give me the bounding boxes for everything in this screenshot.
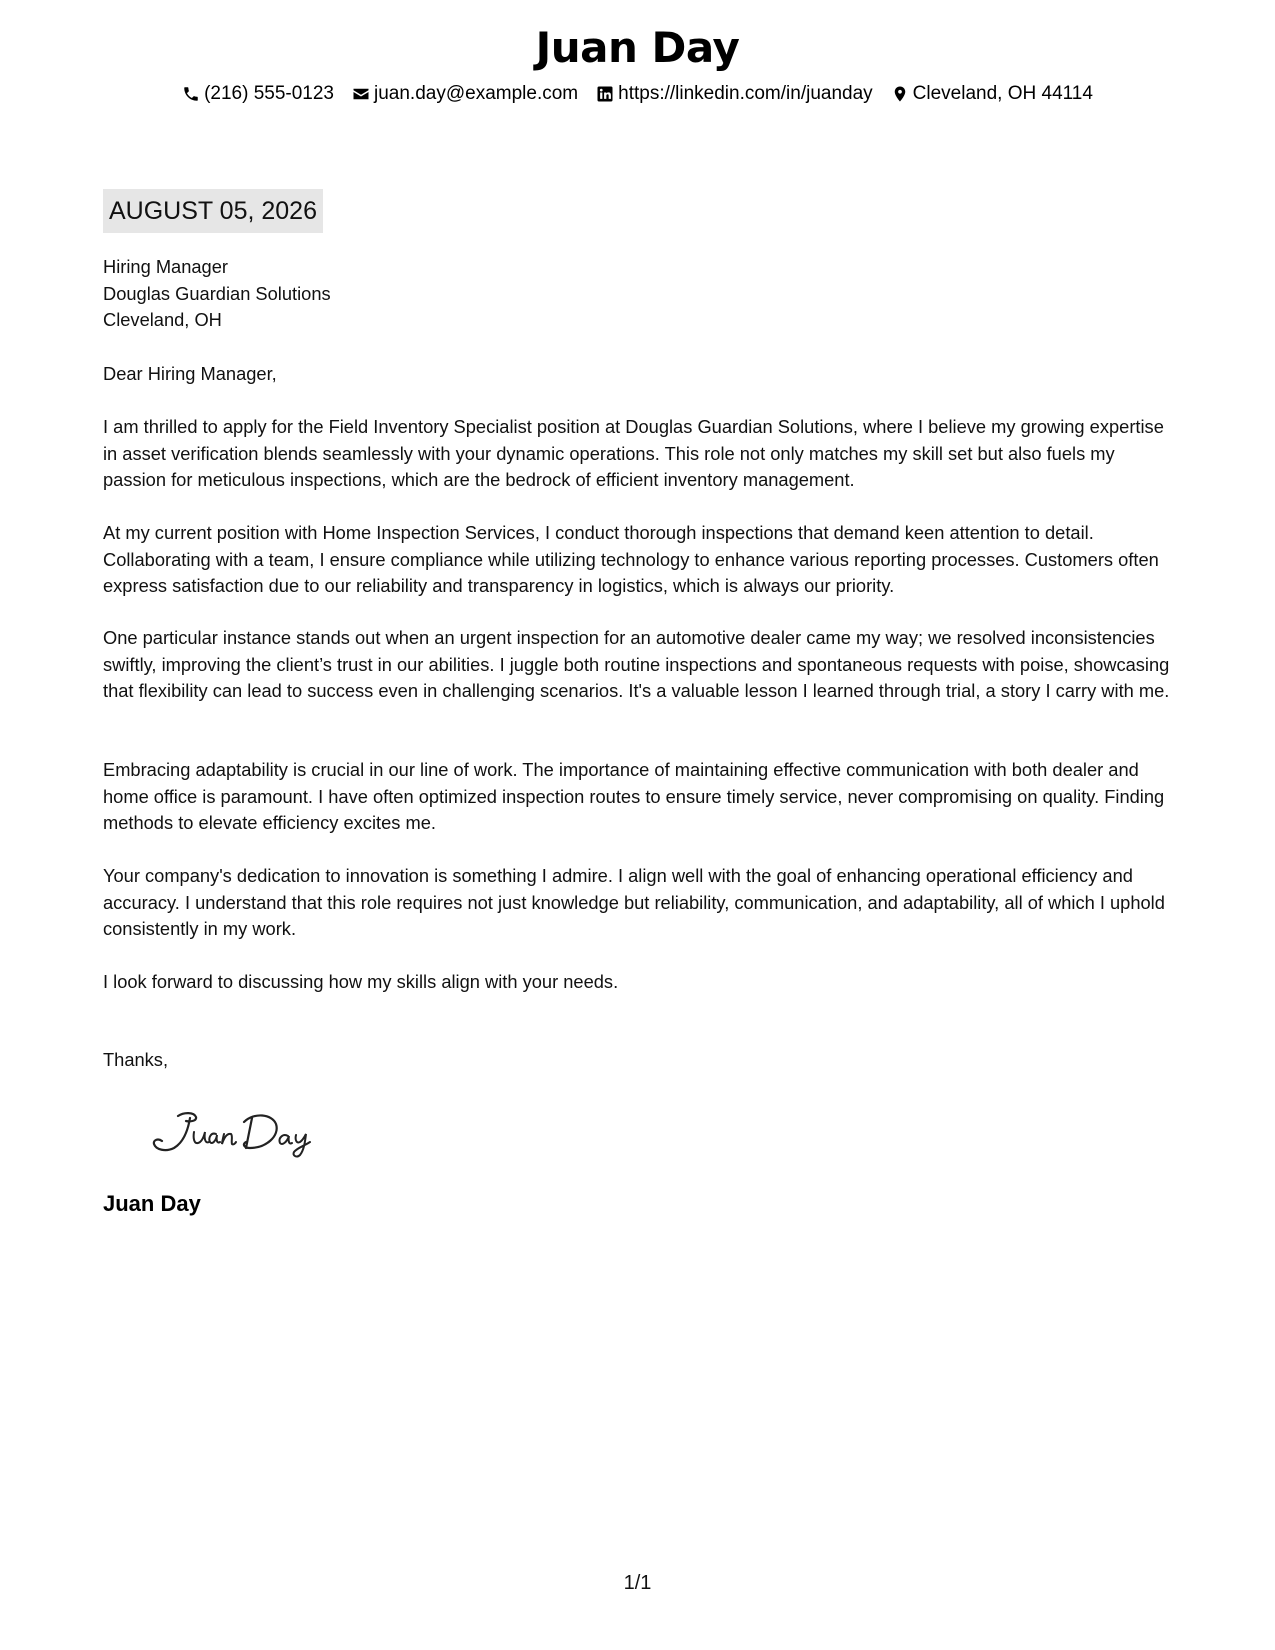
recipient-block xyxy=(103,254,1178,334)
signoff: Thanks, xyxy=(103,1049,169,1070)
recipient-company: Douglas Guardian Solutions xyxy=(103,282,331,304)
applicant-name: Juan Day xyxy=(535,23,740,72)
contact-location xyxy=(891,82,1093,106)
body-paragraph: One particular instance stands out when an urgent inspection for an automotive dealer came my way; we resolved inconsistencies swiftly, improving the client’s trust in our abilities. I juggle both routine inspections and spontaneous requests with poise, showcasing that flexibility can lead to success even in challenging scenarios. It's a valuable lesson I learned through trial, a story I carry with me. xyxy=(103,627,1170,701)
recipient-city: Cleveland, OH xyxy=(103,309,222,330)
email-address[interactable]: juan.day@example.com xyxy=(374,83,579,104)
contact-email[interactable] xyxy=(352,82,578,106)
page-number: 1/1 xyxy=(623,1572,652,1594)
letter-date: AUGUST 05, 2026 xyxy=(103,189,323,233)
location-text: Cleveland, OH 44114 xyxy=(912,83,1093,104)
handwritten-signature xyxy=(150,1108,325,1158)
contact-row xyxy=(0,82,1275,106)
recipient-title: Hiring Manager xyxy=(103,256,228,277)
salutation: Dear Hiring Manager, xyxy=(103,363,277,384)
contact-linkedin[interactable] xyxy=(596,82,873,106)
linkedin-url[interactable]: https://linkedin.com/in/juanday xyxy=(618,83,873,104)
phone-icon xyxy=(182,85,200,103)
body-paragraph: At my current position with Home Inspection Services, I conduct thorough inspections that demand keen attention to detail. Collaborating with a team, I ensure compliance while utilizing technology to enhance various reporting processes. Customers often express satisfaction due to our reliability and transparency in logistics, which is always our priority. xyxy=(103,522,1159,596)
envelope-icon xyxy=(352,85,370,103)
linkedin-icon xyxy=(596,85,614,103)
signed-name: Juan Day xyxy=(103,1191,201,1216)
map-pin-icon xyxy=(891,85,909,103)
closing-paragraph: I look forward to discussing how my skills align with your needs. xyxy=(103,971,619,992)
contact-phone xyxy=(182,82,334,106)
letter-header xyxy=(0,22,1275,106)
body-paragraph: Embracing adaptability is crucial in our line of work. The importance of maintaining effective communication with both dealer and home office is paramount. I have often optimized inspection routes to ensure timely service, never compromising on quality. Finding methods to elevate efficiency excites me. xyxy=(103,759,1165,833)
body-paragraph: I am thrilled to apply for the Field Inventory Specialist position at Douglas Guardian Solutions, where I believe my growing expertise in asset verification blends seamlessly with your dynamic operations. This role not only matches my skill set but also fuels my passion for meticulous inspections, which are the bedrock of efficient inventory management. xyxy=(103,416,1164,490)
body-paragraph: Your company's dedication to innovation is something I admire. I align well with the goal of enhancing operational efficiency and accuracy. I understand that this role requires not just knowledge but reliability, communication, and adaptability, all of which I uphold consistently in my work. xyxy=(103,865,1165,939)
phone-number: (216) 555-0123 xyxy=(204,83,334,104)
